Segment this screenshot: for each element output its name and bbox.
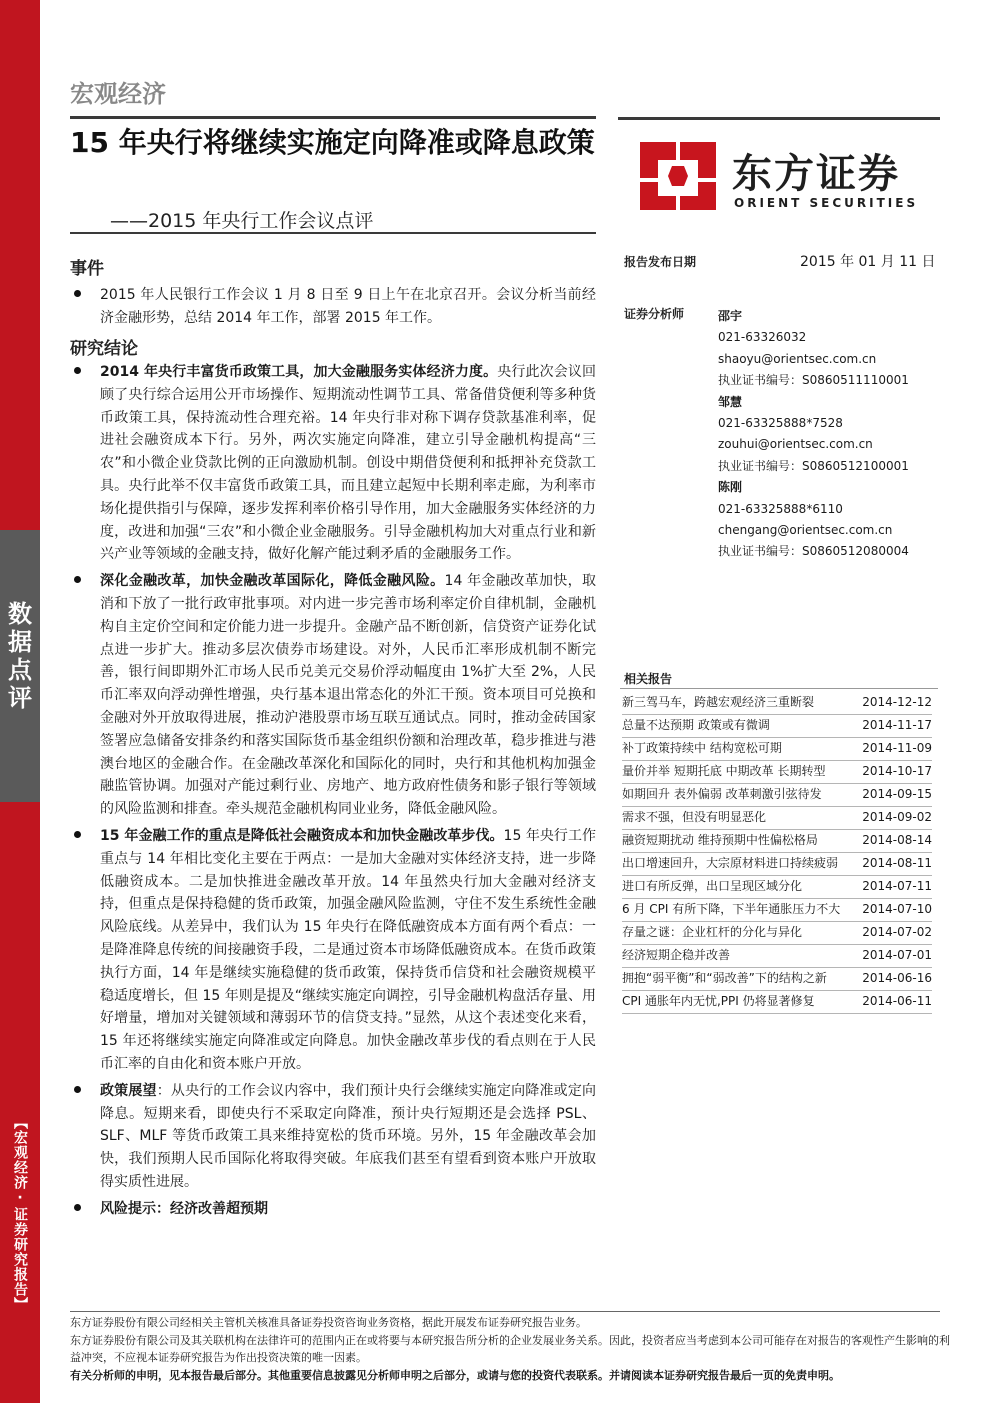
section-label: 宏观经济 [70,80,166,108]
related-report-title[interactable]: 融资短期扰动 维持预期中性偏松格局 [622,833,818,847]
conclusions-list [70,361,596,1224]
related-report-date: 2014-11-09 [862,741,932,755]
related-report-row[interactable] [622,968,932,991]
events-list [70,284,596,330]
related-report-row[interactable] [622,692,932,715]
related-report-date: 2014-06-16 [862,971,932,985]
related-report-row[interactable] [622,899,932,922]
analyst-email[interactable]: zouhui@orientsec.com.cn [718,437,873,452]
list-item [70,1080,596,1194]
related-report-row[interactable] [622,738,932,761]
analyst-list [718,306,938,563]
analyst-email[interactable]: shaoyu@orientsec.com.cn [718,351,877,366]
related-report-title[interactable]: 如期回升 表外偏弱 改革刺激引弦待发 [622,787,822,801]
related-reports-list [622,692,932,1014]
related-report-date: 2014-08-11 [862,856,932,870]
item-body: 央行此次会议回顾了央行综合运用公开市场操作、短期流动性调节工具、常备借贷便利等多种货币政策工具，保持流动性合理充裕。14 年央行非对称下调存贷款基准利率，促进社会融资成本下行。另外，两次实施定向降准，建立引导金融机构提高“三农”和小微企业贷款比例的正向激励机制。创设中期借贷便利和抵押补充贷款工具。央行此举不仅丰富货币政策工具，而且建立起短中长期利率走廊，为利率市场化提供指引与保障，逐步发挥利率价格引导作用，加大金融服务实体经济的力度，改进和加强“三农”和小微企业金融服务。引导金融机构加大对重点行业和新兴产业等领域的金融支持，做好化解产能过剩矛盾的金融服务工作。 [100,364,596,563]
analyst-name: 邵宇 [718,309,743,323]
item-lead: 风险提示：经济改善超预期 [100,1200,268,1217]
publish-date: 2015 年 01 月 11 日 [800,254,936,270]
related-report-title[interactable]: 出口增速回升，大宗原材料进口持续疲弱 [622,856,839,870]
related-report-title[interactable]: 6 月 CPI 有所下降，下半年通胀压力不大 [622,902,841,916]
related-report-title[interactable]: 拥抱“弱平衡”和“弱改善”下的结构之新 [622,971,827,985]
related-report-title[interactable]: 新三驾马车，跨越宏观经济三重断裂 [622,695,815,709]
related-report-title[interactable]: 经济短期企稳并改善 [622,948,731,962]
related-report-row[interactable] [622,991,932,1014]
related-report-row[interactable] [622,715,932,738]
item-lead: 2014 年央行丰富货币政策工具，加大金融服务实体经济力度。 [100,364,498,380]
disclaimer-line: 东方证券股份有限公司经相关主管机关核准具备证券投资咨询业务资格，据此开展发布证券研究报告业务。 [70,1316,587,1329]
header-rule-right [618,117,940,120]
related-report-row[interactable] [622,807,932,830]
side-category-label: 数 据 点 评 [8,600,32,712]
list-item: 2015 年人民银行工作会议 1 月 8 日至 9 日上午在北京召开。会议分析当前经济金融形势，总结 2014 年工作，部署 2015 年工作。 [70,284,596,330]
related-report-date: 2014-11-17 [862,718,932,732]
events-heading: 事件 [70,259,104,279]
related-report-title[interactable]: 存量之谜：企业杠杆的分化与异化 [622,925,803,939]
list-item [70,361,596,566]
item-lead: 深化金融改革，加快金融改革国际化，降低金融风险。 [100,573,445,590]
related-report-title[interactable]: 补丁政策持续中 结构宽松可期 [622,741,782,755]
related-report-title[interactable]: 需求不强，但没有明显恶化 [622,810,767,824]
report-title: 15 年央行将继续实施定向降准或降息政策 [70,126,595,159]
list-item [70,825,596,1076]
analyst-cert: 执业证书编号：S0860512100001 [718,458,909,473]
related-report-row[interactable] [622,761,932,784]
list-item [70,1198,596,1221]
header-rule [70,116,596,119]
item-lead: 政策展望 [100,1082,157,1099]
analyst-name: 邹慧 [718,394,743,409]
related-rule [620,688,938,689]
side-band-top [0,0,40,530]
title-rule [70,232,596,234]
related-report-title[interactable]: 进口有所反弹，出口呈现区域分化 [622,879,803,893]
conclusions-heading: 研究结论 [70,339,138,359]
company-logo [636,138,936,218]
list-item [70,570,596,821]
related-report-date: 2014-07-11 [862,879,932,893]
disclaimer-line: 东方证券股份有限公司及其关联机构在法律许可的范围内正在或将要与本研究报告所分析的企业发展业务关系。因此，投资者应当考虑到本公司可能存在对报告的客观性产生影响的利益冲突，不应视本证券研究报告为作出投资决策的唯一因素。 [70,1333,950,1364]
related-report-row[interactable] [622,876,932,899]
publish-date-label: 报告发布日期 [624,255,697,269]
related-report-date: 2014-07-10 [862,902,932,916]
item-body: 15 年央行工作重点与 14 年相比变化主要在于两点：一是加大金融对实体经济支持，进一步降低融资成本。二是加快推进金融改革开放。14 年虽然央行加大金融对经济支持，但重点是保持稳健的货币政策，加强金融风险监测，守住不发生系统性金融风险底线。从差异中，我们认为 15 年央行在降低融资成本方面有两个看点：一是降准降息传统的间接融资手段，二是通过资本市场降低融资成本。在货币政策执行方面，14 年是继续实施稳健的货币政策，保持货币信贷和社会融资规模平稳适度增长，但 15 年则是提及“继续实施定向调控，引导金融机构盘活存量、用好增量，增加对关键领域和薄弱环节的信贷支持。”显然，从这个表述变化来看，15 年还将继续实施定向降准或定向降息。加快金融改革步伐的看点则在于人民币汇率的自由化和资本账户开放。 [100,827,597,1072]
related-report-date: 2014-06-11 [862,994,932,1008]
analyst-phone: 021-63326032 [718,330,807,345]
related-report-date: 2014-08-14 [862,833,932,847]
analyst-entry [718,477,938,563]
analyst-entry [718,392,938,478]
analyst-label: 证券分析师 [624,307,685,321]
related-reports-heading: 相关报告 [624,672,673,686]
analyst-email[interactable]: chengang@orientsec.com.cn [718,523,893,538]
related-report-row[interactable] [622,830,932,853]
related-report-title[interactable]: 量价并举 短期托底 中期改革 长期转型 [622,764,826,778]
logo-text-en: ORIENT SECURITIES [734,196,919,210]
analyst-phone: 021-63325888*6110 [718,501,843,516]
report-subtitle: ——2015 年央行工作会议点评 [110,210,374,232]
related-report-date: 2014-09-02 [862,810,932,824]
analyst-name: 陈刚 [718,480,743,495]
related-report-row[interactable] [622,945,932,968]
related-report-row[interactable] [622,784,932,807]
footer-rule [70,1311,940,1312]
logo-text-cn: 东方证券 [732,151,900,197]
item-body: 14 年金融改革加快，取消和下放了一批行政审批事项。对内进一步完善市场利率定价自律机制，金融机构自主定价空间和定价能力进一步提升。金融产品不断创新，信贷资产证券化试点进一步扩大。推动多层次债券市场建设。对外，人民币汇率形成机制不断完善，银行间即期外汇市场人民币兑美元交易价浮动幅度由 1%扩大至 2%，人民币汇率双向浮动弹性增强，央行基本退出常态化的外汇干预。资本项目可兑换和金融对外开放取得进展，推动沪港股票市场互联互通试点。同时，推动金砖国家签署应急储备安排条约和落实国际货币基金组织份额和治理改革，稳步推进与港澳台地区的金融合作。在金融改革深化和国际化的同时，央行和其他机构加强金融监管协调。加强对产能过剩行业、房地产、地方政府性债务和影子银行等领域的风险监测和排查。牵头规范金融机构同业业务，降低金融风险。 [100,573,597,818]
related-report-date: 2014-07-01 [862,948,932,962]
analyst-phone: 021-63325888*7528 [718,416,843,431]
related-report-title[interactable]: CPI 通胀年内无忧,PPI 仍将显著修复 [622,994,815,1008]
related-report-date: 2014-10-17 [862,764,932,778]
related-report-row[interactable] [622,922,932,945]
related-report-date: 2014-09-15 [862,787,932,801]
related-report-row[interactable] [622,853,932,876]
related-report-title[interactable]: 总量不达预期 政策或有微调 [622,718,770,732]
analyst-entry [718,306,938,392]
related-report-date: 2014-12-12 [862,695,932,709]
disclaimer-notice: 有关分析师的申明，见本报告最后部分。其他重要信息披露见分析师申明之后部分，或请与您的投资代表联系。并请阅读本证券研究报告最后一页的免责申明。 [70,1368,840,1382]
item-body: ：从央行的工作会议内容中，我们预计央行会继续实施定向降准或定向降息。短期来看，即使央行不采取定向降准，预计央行短期还是会选择 PSL、SLF、MLF 等货币政策工具来维持宽松的货币环境。另外，15 年金融改革会加快，我们预期人民币国际化将取得突破。年底我们甚至有望看到资本账户开放取得实质性进展。 [100,1082,597,1190]
disclaimer [70,1314,950,1384]
analyst-cert: 执业证书编号：S0860512080004 [718,544,909,559]
related-report-date: 2014-07-02 [862,925,932,939]
analyst-cert: 执业证书编号：S0860511110001 [718,373,909,388]
item-lead: 15 年金融工作的重点是降低社会融资成本和加快金融改革步伐。 [100,827,504,844]
side-series-label: 【宏观经济·证券研究报告】 [12,1114,28,1312]
logo-mark-icon [636,138,720,214]
